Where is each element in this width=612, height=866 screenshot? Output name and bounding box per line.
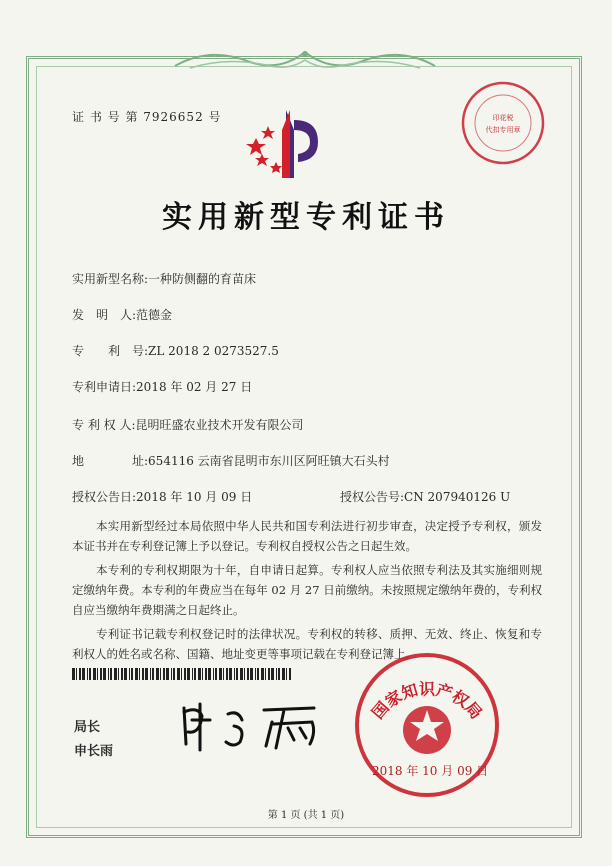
inventor-value: 范德金: [136, 308, 173, 322]
sipo-logo-icon: [246, 100, 332, 182]
grant-number-label: 授权公告号:: [340, 490, 405, 504]
patent-number-value: ZL 2018 2 0273527.5: [148, 344, 279, 358]
inventor-field: [72, 306, 172, 323]
address-label: 地 址:: [72, 454, 149, 468]
filing-date-label: 专利申请日:: [72, 380, 137, 394]
filing-date-value: 2018 年 02 月 27 日: [136, 380, 253, 394]
patent-number-field: [72, 342, 279, 359]
paragraph-term: 本专利的专利权期限为十年，自申请日起算。专利权人应当依照专利法及其实施细则规定缴纳年费。本专利的年费应当在每年 02 月 27 日前缴纳。未按照规定缴纳年费的，专利权自应当缴纳年费期满之日起终止。: [72, 563, 542, 617]
address-value: 654116 云南省昆明市东川区阿旺镇大石头村: [148, 454, 390, 468]
director-name: 申长雨: [74, 744, 114, 759]
svg-text:印花税: 印花税: [492, 114, 514, 122]
paragraph-grant: 本实用新型经过本局依照中华人民共和国专利法进行初步审查，决定授予专利权，颁发本证书并在专利登记簿上予以登记。专利权自授权公告之日起生效。: [72, 519, 542, 553]
grant-number-value: CN 207940126 U: [404, 490, 511, 504]
director-title: 局长: [74, 720, 101, 735]
patentee-label: 专 利 权 人:: [72, 418, 136, 432]
grant-number-field: [340, 488, 510, 505]
paragraph-legal-status: 专利证书记载专利权登记时的法律状况。专利权的转移、质押、无效、终止、恢复和专利权人的姓名或名称、国籍、地址变更等事项记载在专利登记簿上。: [72, 627, 542, 661]
seal-date: 2018 年 10 月 09 日: [372, 764, 489, 778]
patentee-value: 昆明旺盛农业技术开发有限公司: [135, 418, 304, 432]
signature-icon: [176, 698, 326, 754]
agency-seal-icon: [460, 80, 546, 166]
page-title: 实用新型专利证书: [162, 200, 450, 235]
model-name-field: [72, 270, 256, 287]
barcode-icon: [72, 668, 292, 680]
seal-text: 国家知识产权局: [368, 679, 486, 723]
page-number: 第 1 页 (共 1 页): [267, 810, 345, 821]
model-name-label: 实用新型名称:: [72, 272, 149, 286]
model-name-value: 一种防侧翻的育苗床: [148, 272, 257, 286]
inventor-label: 发 明 人:: [72, 308, 137, 322]
grant-date-field: [72, 488, 252, 505]
patent-number-label: 专 利 号:: [72, 344, 149, 358]
patentee-field: [72, 416, 304, 433]
grant-date-value: 2018 年 10 月 09 日: [136, 490, 253, 504]
certificate-number: 证 书 号 第 7926652 号: [72, 110, 222, 124]
ornament-icon: [170, 44, 440, 72]
grant-date-label: 授权公告日:: [72, 490, 137, 504]
svg-text:代扣专用章: 代扣专用章: [485, 126, 521, 134]
address-field: [72, 452, 390, 469]
filing-date-field: [72, 378, 252, 395]
